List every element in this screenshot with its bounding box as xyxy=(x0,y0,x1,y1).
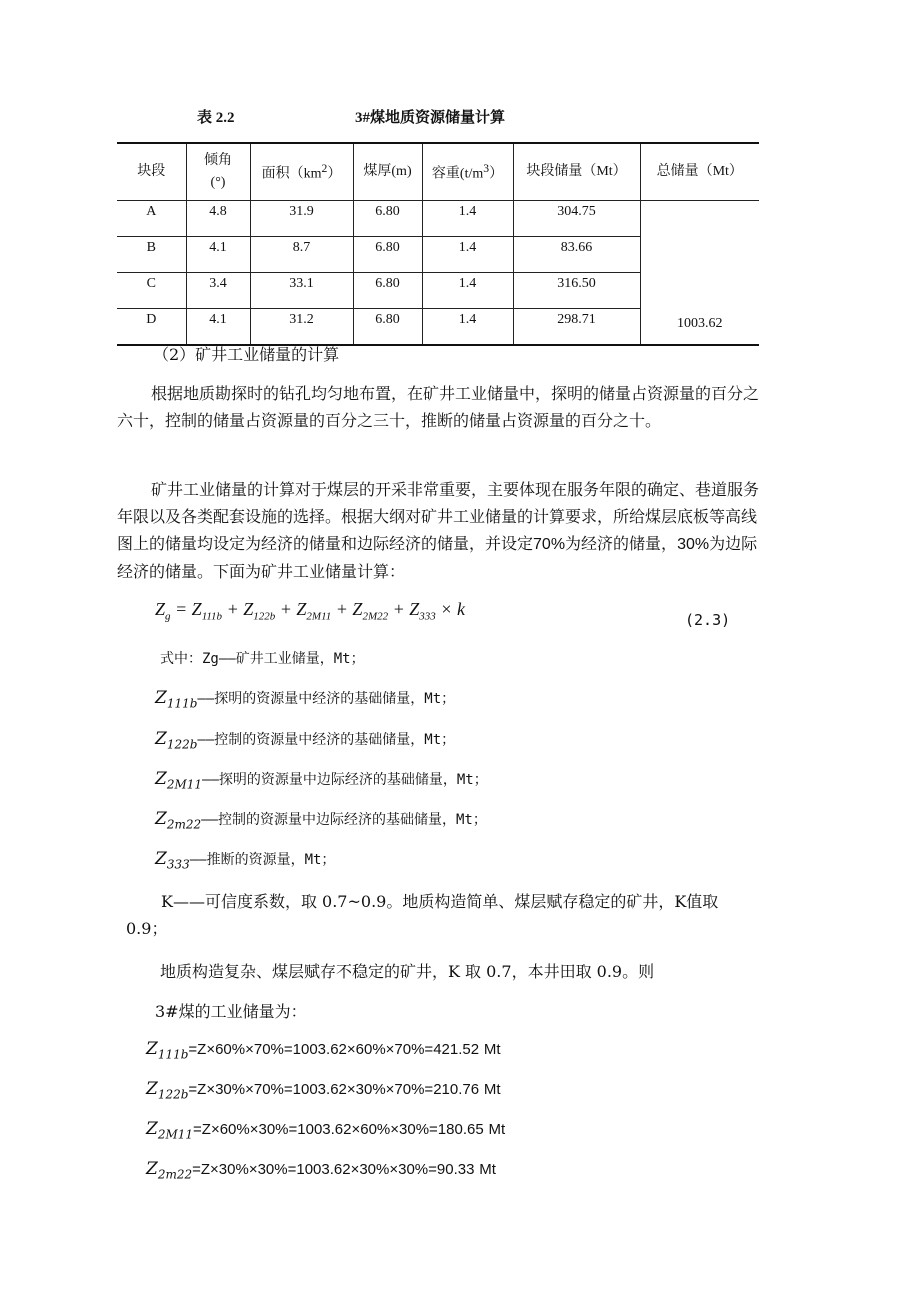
cell-thickness: 6.80 xyxy=(353,237,422,273)
table-title: 3#煤地质资源储量计算 xyxy=(355,110,506,126)
cell-block: A xyxy=(117,201,186,237)
reserve-table xyxy=(117,142,759,346)
definition-z2m22: $Z_{2m22}——$控制的资源量中边际经济的基础储量，Mt； xyxy=(155,809,487,832)
cell-density: 1.4 xyxy=(422,273,513,309)
result-intro: 3#煤的工业储量为： xyxy=(155,1002,307,1021)
paragraph: 矿井工业储量的计算对于煤层的开采非常重要，主要体现在服务年限的确定、巷道服务年限以及各类配套设施的选择。根据大纲对矿井工业储量的计算要求，所给煤层底板等高线图上的储量均设定为经济的储量和边际经济的储量，并设定70%为经济的储量，30%为边际经济的储量。下面为矿井工业储量计算： xyxy=(117,480,760,581)
equation-number: (2.3) xyxy=(685,611,731,629)
k-coefficient-note: K——可信度系数，取 0.7~0.9。地质构造简单、煤层赋存稳定的矿井，K值取 0.9； xyxy=(126,892,719,938)
definition-z333: $Z_{333}——$推断的资源量，Mt； xyxy=(155,849,336,872)
table-header-row xyxy=(117,143,759,201)
header-thickness: 煤厚(m) xyxy=(353,143,422,201)
cell-block: C xyxy=(117,273,186,309)
definition-z122b: $Z_{122b}——$控制的资源量中经济的基础储量，Mt； xyxy=(155,729,456,752)
cell-area: 33.1 xyxy=(250,273,353,309)
section-heading: （2）矿井工业储量的计算 xyxy=(153,345,340,364)
table-number: 表 2.2 xyxy=(197,110,235,126)
cell-thickness: 6.80 xyxy=(353,273,422,309)
cell-dip: 4.8 xyxy=(186,201,250,237)
cell-area: 31.9 xyxy=(250,201,353,237)
cell-area: 8.7 xyxy=(250,237,353,273)
cell-dip: 4.1 xyxy=(186,309,250,346)
cell-reserve: 298.71 xyxy=(513,309,640,346)
calc-z122b: $Z_{122b}=Z\times 30\%\times 70\%=1003.62\times 30\%\times 70\%=210.76$ Mt xyxy=(146,1079,501,1102)
calc-z2m11: $Z_{2M11}=Z\times 60\%\times 30\%=1003.62\times 60\%\times 30\%=180.65$ Mt xyxy=(146,1119,506,1142)
table-caption xyxy=(0,106,920,128)
cell-thickness: 6.80 xyxy=(353,309,422,346)
header-area: 面积$(km^2)$ xyxy=(250,143,353,201)
cell-density: 1.4 xyxy=(422,237,513,273)
cell-reserve: 316.50 xyxy=(513,273,640,309)
calc-z111b: $Z_{111b}=Z\times 60\%\times 70\%=1003.62\times 60\%\times 70\%=421.52$ Mt xyxy=(146,1039,501,1062)
cell-dip: 3.4 xyxy=(186,273,250,309)
definition-z111b: $Z_{111b}——$探明的资源量中经济的基础储量，Mt； xyxy=(155,688,456,711)
definition-z2m11: $Z_{2M11}——$探明的资源量中边际经济的基础储量，Mt； xyxy=(155,769,488,792)
paragraph: 根据地质勘探时的钻孔均匀地布置，在矿井工业储量中，探明的储量占资源量的百分之六十，控制的储量占资源量的百分之三十，推断的储量占资源量的百分之十。 xyxy=(117,384,760,430)
cell-block: B xyxy=(117,237,186,273)
calc-z2m22: $Z_{2m22}=Z\times 30\%\times 30\%=1003.62\times 30\%\times 30\%=90.33$ Mt xyxy=(146,1159,496,1182)
definition-intro: 式中：Zg——矿井工业储量，Mt； xyxy=(160,651,365,667)
k-coefficient-note-2: 地质构造复杂、煤层赋存不稳定的矿井，K 取 0.7，本井田取 0.9。则 xyxy=(160,962,655,981)
header-block-reserve: 块段储量（Mt） xyxy=(513,143,640,201)
cell-density: 1.4 xyxy=(422,201,513,237)
table-row xyxy=(117,201,759,237)
cell-thickness: 6.80 xyxy=(353,201,422,237)
equation-2-3: $Z_g = Z_{111b} + Z_{122b} + Z_{2M11} + Z_{2M22} + Z_{333} \times k$ xyxy=(155,599,465,623)
header-dip: 倾角 (°) xyxy=(186,143,250,201)
cell-block: D xyxy=(117,309,186,346)
cell-dip: 4.1 xyxy=(186,237,250,273)
cell-total-reserve: 1003.62 xyxy=(640,201,759,346)
cell-reserve: 83.66 xyxy=(513,237,640,273)
header-total-reserve: 总储量（Mt） xyxy=(640,143,759,201)
cell-reserve: 304.75 xyxy=(513,201,640,237)
cell-density: 1.4 xyxy=(422,309,513,346)
header-block: 块段 xyxy=(117,143,186,201)
header-density: 容重$(t/m^3)$ xyxy=(422,143,513,201)
cell-area: 31.2 xyxy=(250,309,353,346)
